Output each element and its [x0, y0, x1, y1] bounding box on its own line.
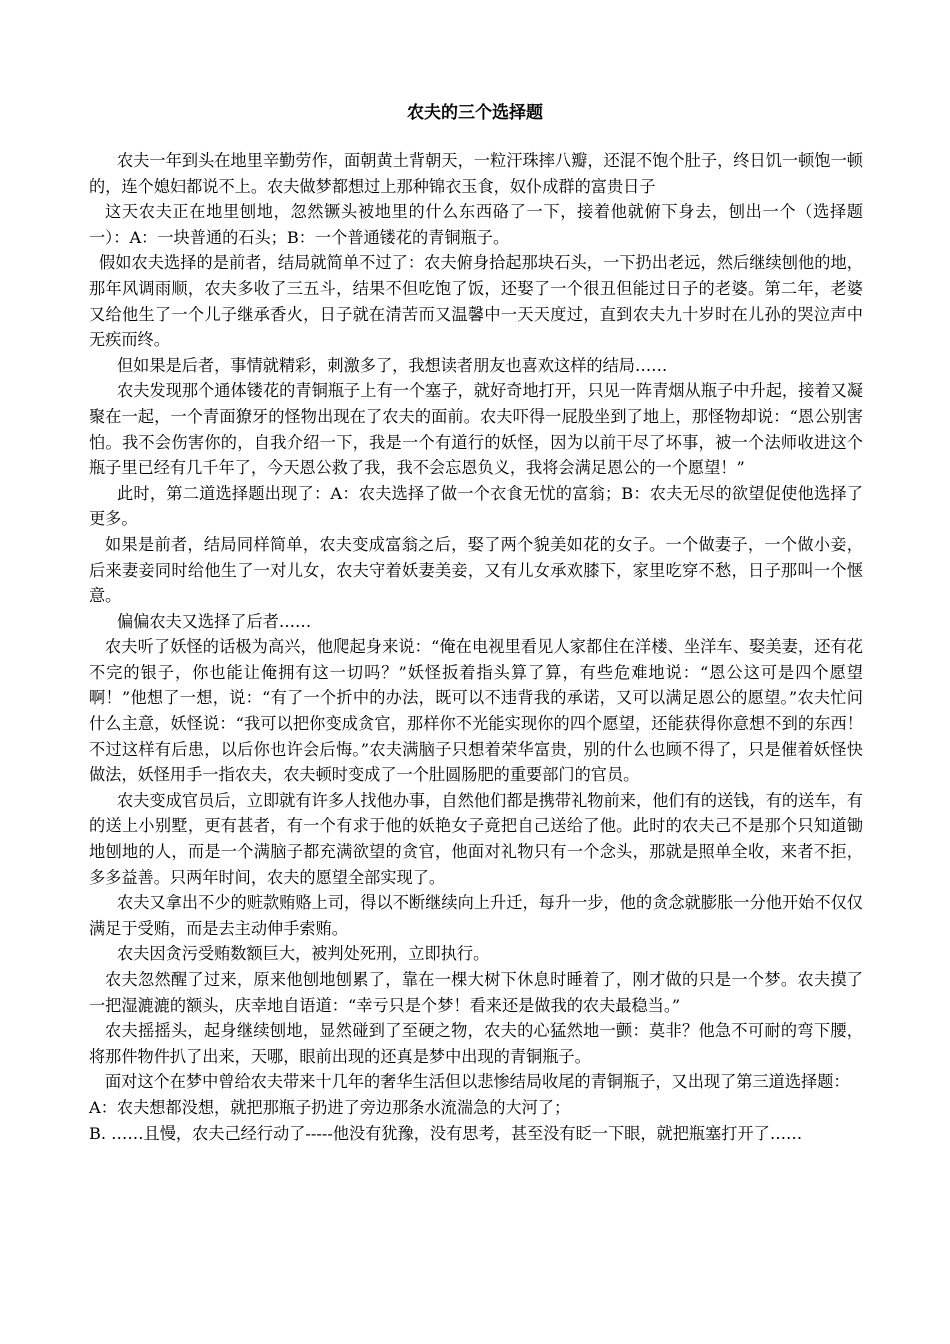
body-paragraph: 这天农夫正在地里刨地，忽然镢头被地里的什么东西硌了一下，接着他就俯下身去，刨出一个（选择题一）：A：一块普通的石头；B：一个普通镂花的青铜瓶子。 [89, 202, 863, 247]
body-paragraph: 如果是前者，结局同样简单，农夫变成富翁之后，娶了两个貌美如花的女子。一个做妻子，一个做小妾，后来妻妾同时给他生了一对儿女，农夫守着妖妻美妾，又有儿女承欢膝下，家里吃穿不愁，日子那叫一个惬意。 [89, 534, 863, 606]
document-title: 农夫的三个选择题 [407, 103, 543, 123]
body-paragraph: 但如果是后者，事情就精彩，刺激多了，我想读者朋友也喜欢这样的结局…… [117, 355, 668, 375]
body-paragraph: 农夫摇摇头，起身继续刨地，显然碰到了至硬之物，农夫的心猛然地一颤：莫非？他急不可耐的弯下腰，将那件物件扒了出来，天哪，眼前出现的还真是梦中出现的青铜瓶子。 [89, 1021, 863, 1066]
document-body [89, 148, 863, 1146]
body-paragraph: 假如农夫选择的是前者，结局就简单不过了：农夫俯身拾起那块石头，一下扔出老远，然后继续刨他的地，那年风调雨顺，农夫多收了三五斗，结果不但吃饱了饭，还娶了一个很丑但能过日子的老婆。第二年，老婆又给他生了一个儿子继承香火，日子就在清苦而又温馨中一天天度过，直到农夫九十岁时在儿孙的哭泣声中无疾而终。 [89, 253, 863, 350]
body-paragraph: 面对这个在梦中曾给农夫带来十几年的奢华生活但以悲惨结局收尾的青铜瓶子，又出现了第三道选择题： [105, 1072, 850, 1092]
body-paragraph: 农夫忽然醒了过来，原来他刨地刨累了，靠在一棵大树下休息时睡着了，刚才做的只是一个梦。农夫摸了一把湿漉漉的额头，庆幸地自语道：“幸亏只是个梦！看来还是做我的农夫最稳当。” [89, 970, 863, 1015]
body-paragraph: 农夫一年到头在地里辛勤劳作，面朝黄土背朝天，一粒汗珠摔八瓣，还混不饱个肚子，终日饥一顿饱一顿的，连个媳妇都说不上。农夫做梦都想过上那种锦衣玉食，奴仆成群的富贵日子 [89, 151, 863, 196]
body-paragraph: B. ……且慢，农夫己经行动了-----他没有犹豫，没有思考，甚至没有眨一下眼，就把瓶塞打开了…… [89, 1123, 803, 1143]
body-paragraph: 农夫发现那个通体镂花的青铜瓶子上有一个塞子，就好奇地打开，只见一阵青烟从瓶子中升起，接着又凝聚在一起，一个青面獠牙的怪物出现在了农夫的面前。农夫吓得一屁股坐到了地上，那怪物却说：“恩公别害怕。我不会伤害你的，自我介绍一下，我是一个有道行的妖怪，因为以前干尽了坏事，被一个法师收进这个瓶子里已经有几千年了，今天恩公救了我，我不会忘恩负义，我将会满足恩公的一个愿望！” [89, 381, 863, 478]
body-paragraph: 偏偏农夫又选择了后者…… [117, 611, 312, 631]
body-paragraph: 农夫又拿出不少的赃款贿赂上司，得以不断继续向上升迁，每升一步，他的贪念就膨胀一分他开始不仅仅满足于受贿，而是去主动伸手索贿。 [89, 893, 863, 938]
body-paragraph: A：农夫想都没想，就把那瓶子扔进了旁边那条水流湍急的大河了； [89, 1097, 571, 1117]
body-paragraph: 农夫变成官员后，立即就有许多人找他办事，自然他们都是携带礼物前来，他们有的送钱，有的送车，有的送上小别墅，更有甚者，有一个有求于他的妖艳女子竟把自己送给了他。此时的农夫己不是那个只知道锄地刨地的人，而是一个满脑子都充满欲望的贪官，他面对礼物只有一个念头，那就是照单全收，来者不拒，多多益善。只两年时间，农夫的愿望全部实现了。 [89, 790, 863, 887]
body-paragraph: 此时，第二道选择题出现了：A：农夫选择了做一个衣食无忧的富翁；B：农夫无尽的欲望促使他选择了更多。 [89, 483, 863, 529]
body-paragraph: 农夫因贪污受贿数额巨大，被判处死刑，立即执行。 [117, 944, 490, 964]
body-paragraph: 农夫听了妖怪的话极为高兴，他爬起身来说：“俺在电视里看见人家都住在洋楼、坐洋车、娶美妻，还有花不完的银子，你也能让俺拥有这一切吗？”妖怪扳着指头算了算，有些危难地说：“恩公这可是四个愿望啊！”他想了一想，说：“有了一个折中的办法，既可以不违背我的承诺，又可以满足恩公的愿望。”农夫忙问什么主意，妖怪说：“我可以把你变成贪官，那样你不光能实现你的四个愿望，还能获得你意想不到的东西！不过这样有后患，以后你也许会后悔。”农夫满脑子只想着荣华富贵，别的什么也顾不得了，只是催着妖怪快做法，妖怪用手一指农夫，农夫顿时变成了一个肚圆肠肥的重要部门的官员。 [89, 637, 863, 785]
